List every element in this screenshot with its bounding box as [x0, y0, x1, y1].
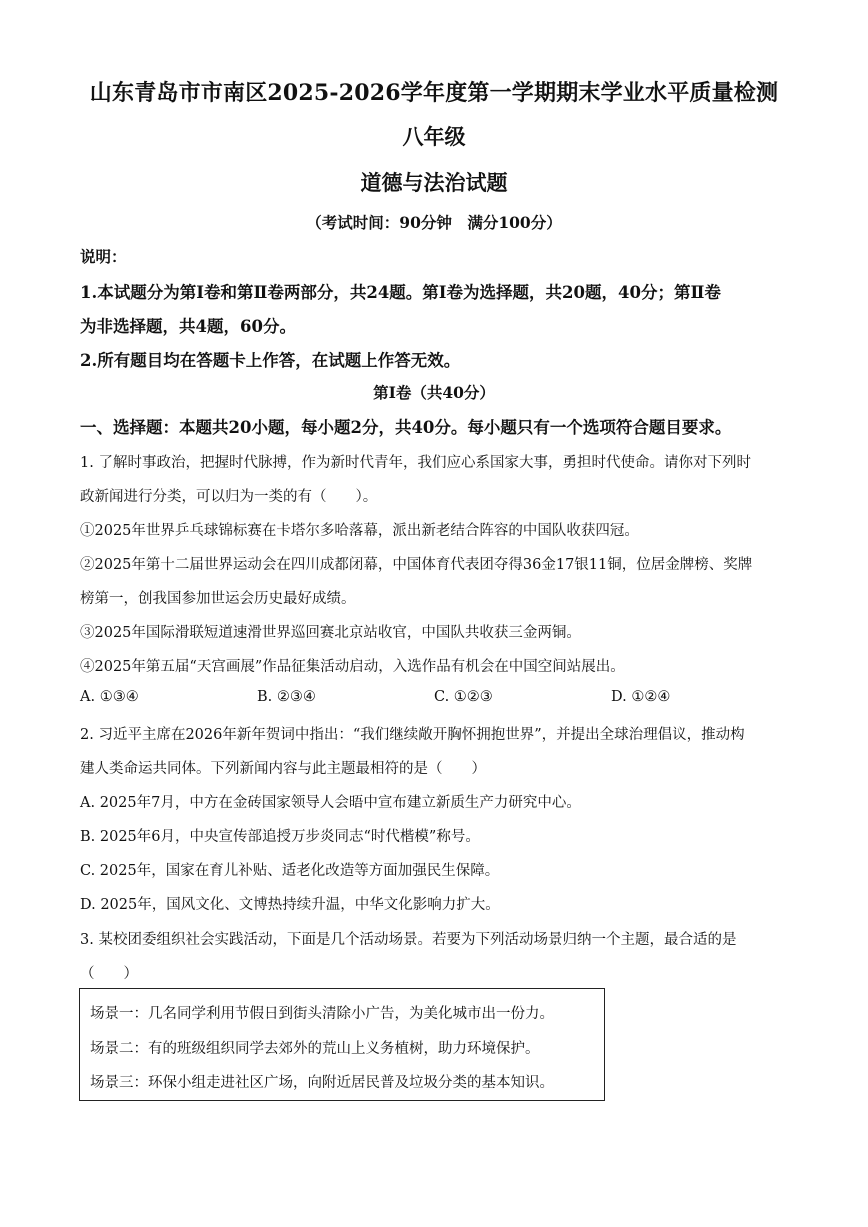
- q1-option-d: D. ①②④: [611, 689, 671, 705]
- subject-title: 道德与法治试题: [360, 170, 508, 195]
- q1-option-c: C. ①②③: [434, 689, 493, 705]
- q2-stem-line-1: 2. 习近平主席在2026年新年贺词中指出：“我们继续敞开胸怀拥抱世界”，并提出全球治理倡议，推动构: [80, 727, 745, 743]
- q1-option-a: A. ①③④: [80, 689, 139, 705]
- exam-info: （考试时间：90分钟 满分100分）: [306, 213, 562, 232]
- q1-stem-line-1: 1. 了解时事政治，把握时代脉搏，作为新时代青年，我们应心系国家大事，勇担时代使命。请你对下列时: [80, 455, 751, 471]
- q1-item-3: ③2025年国际滑联短道速滑世界巡回赛北京站收官，中国队共收获三金两铜。: [80, 625, 581, 641]
- grade-label: 八年级: [402, 124, 466, 149]
- q1-option-b: B. ②③④: [257, 689, 316, 705]
- q3-stem-line-2: （ ）: [80, 966, 138, 982]
- q2-option-c: C. 2025年，国家在育儿补贴、适老化改造等方面加强民生保障。: [80, 863, 500, 879]
- q2-option-d: D. 2025年，国风文化、文博热持续升温，中华文化影响力扩大。: [80, 897, 500, 913]
- section-1-heading: 一、选择题：本题共20小题，每小题2分，共40分。每小题只有一个选项符合题目要求。: [80, 418, 732, 437]
- section-1-title: 第Ⅰ卷（共40分）: [373, 383, 495, 402]
- q3-scene-3: 场景三：环保小组走进社区广场，向附近居民普及垃圾分类的基本知识。: [90, 1075, 554, 1091]
- instruction-1-line-2: 为非选择题，共4题，60分。: [80, 317, 296, 336]
- q1-stem-line-2: 政新闻进行分类，可以归为一类的有（ ）。: [80, 489, 378, 505]
- q3-scene-1: 场景一：几名同学利用节假日到街头清除小广告，为美化城市出一份力。: [90, 1006, 554, 1022]
- q3-scene-2: 场景二：有的班级组织同学去郊外的荒山上义务植树，助力环境保护。: [90, 1041, 540, 1057]
- q2-stem-line-2: 建人类命运共同体。下列新闻内容与此主题最相符的是（ ）: [80, 761, 486, 777]
- instructions-heading: 说明：: [80, 247, 127, 266]
- instruction-1-line-1: 1.本试题分为第Ⅰ卷和第Ⅱ卷两部分，共24题。第Ⅰ卷为选择题，共20题，40分；第Ⅱ卷: [80, 283, 721, 302]
- q3-stem-line-1: 3. 某校团委组织社会实践活动，下面是几个活动场景。若要为下列活动场景归纳一个主题，最合适的是: [80, 932, 737, 948]
- exam-title: 山东青岛市市南区2025-2026学年度第一学期期末学业水平质量检测: [89, 80, 779, 106]
- q1-item-2-line-1: ②2025年第十二届世界运动会在四川成都闭幕，中国体育代表团夺得36金17银11铜，位居金牌榜、奖牌: [80, 557, 753, 573]
- q1-item-4: ④2025年第五届“天宫画展”作品征集活动启动，入选作品有机会在中国空间站展出。: [80, 659, 625, 675]
- q1-item-2-line-2: 榜第一，创我国参加世运会历史最好成绩。: [80, 591, 356, 607]
- q1-item-1: ①2025年世界乒乓球锦标赛在卡塔尔多哈落幕，派出新老结合阵容的中国队收获四冠。: [80, 523, 639, 539]
- q2-option-a: A. 2025年7月，中方在金砖国家领导人会晤中宣布建立新质生产力研究中心。: [80, 795, 581, 811]
- q2-option-b: B. 2025年6月，中央宣传部追授万步炎同志“时代楷模”称号。: [80, 829, 480, 845]
- instruction-2: 2.所有题目均在答题卡上作答，在试题上作答无效。: [80, 351, 461, 370]
